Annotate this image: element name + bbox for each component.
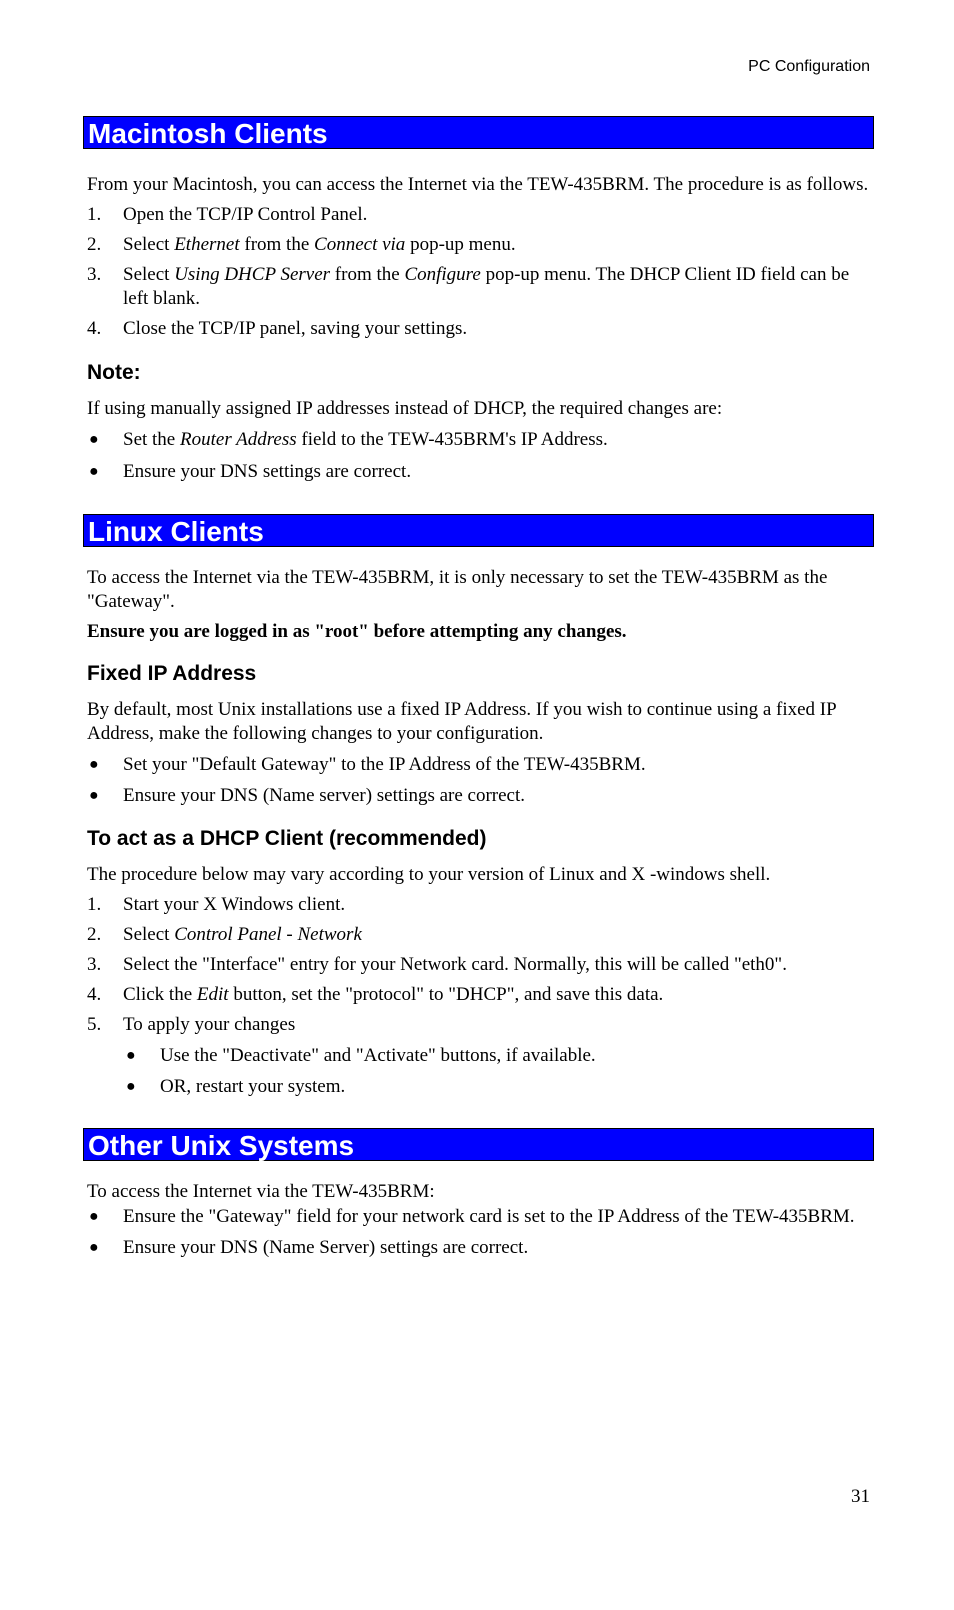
list-item: ● Set your "Default Gateway" to the IP Address of the TEW-435BRM.: [89, 754, 646, 775]
bullet-icon: ●: [89, 787, 99, 804]
section-heading-linux: Linux Clients: [83, 514, 874, 547]
bullet-icon: ●: [89, 1208, 99, 1225]
bullet-icon: ●: [89, 1239, 99, 1256]
fixed-ip-bullets: [87, 753, 874, 808]
fixed-ip-heading: Fixed IP Address: [87, 662, 257, 685]
bullet-icon: ●: [89, 431, 99, 448]
list-item: 1. Open the TCP/IP Control Panel.: [87, 204, 368, 225]
list-item: 2. Select Control Panel - Network: [87, 924, 362, 945]
dhcp-text: The procedure below may vary according to your version of Linux and X -windows shell.: [87, 864, 771, 885]
dhcp-heading: To act as a DHCP Client (recommended): [87, 827, 487, 850]
note-text: If using manually assigned IP addresses instead of DHCP, the required changes are:: [87, 398, 723, 419]
list-item: 1. Start your X Windows client.: [87, 894, 346, 915]
list-item: ● Ensure your DNS settings are correct.: [89, 461, 412, 482]
mac-intro: From your Macintosh, you can access the Internet via the TEW-435BRM. The procedure is as follows.: [87, 174, 869, 195]
list-item: ● Ensure the "Gateway" field for your network card is set to the IP Address of the TEW-435BRM.: [89, 1206, 855, 1227]
list-item: 2. Select Ethernet from the Connect via pop-up menu.: [87, 234, 516, 255]
linux-warning: Ensure you are logged in as "root" before attempting any changes.: [87, 621, 627, 642]
fixed-ip-text: By default, most Unix installations use a fixed IP Address. If you wish to continue using a fixed IP Address, make the following changes to your configuration.: [87, 699, 836, 744]
list-item: 5. To apply your changes: [87, 1014, 296, 1035]
bullet-icon: ●: [126, 1078, 136, 1095]
dhcp-sub-bullets: [87, 1044, 874, 1099]
note-bullets: [87, 428, 874, 484]
section-heading-macintosh: Macintosh Clients: [83, 116, 874, 149]
linux-intro: To access the Internet via the TEW-435BRM, it is only necessary to set the TEW-435BRM as the "Gateway".: [87, 567, 828, 612]
section-heading-unix: Other Unix Systems: [83, 1128, 874, 1161]
page-content: [87, 116, 874, 1260]
bullet-icon: ●: [126, 1047, 136, 1064]
dhcp-steps-list: [87, 893, 874, 1037]
list-item: ● Use the "Deactivate" and "Activate" buttons, if available.: [126, 1045, 596, 1066]
bullet-icon: ●: [89, 756, 99, 773]
list-item: 3. Select the "Interface" entry for your Network card. Normally, this will be called "eth0".: [87, 954, 787, 975]
list-item: 3. Select Using DHCP Server from the Configure pop-up menu. The DHCP Client ID field can be left blank.: [87, 264, 850, 309]
list-item: ● Ensure your DNS (Name Server) settings are correct.: [89, 1237, 529, 1258]
bullet-icon: ●: [89, 463, 99, 480]
list-item: 4. Close the TCP/IP panel, saving your settings.: [87, 318, 468, 339]
unix-bullets: [87, 1205, 874, 1260]
unix-intro: To access the Internet via the TEW-435BRM:: [87, 1181, 435, 1202]
list-item: ● OR, restart your system.: [126, 1076, 346, 1097]
list-item: 4. Click the Edit button, set the "protocol" to "DHCP", and save this data.: [87, 984, 664, 1005]
list-item: ● Set the Router Address field to the TEW-435BRM's IP Address.: [89, 429, 608, 450]
list-item: ● Ensure your DNS (Name server) settings are correct.: [89, 785, 526, 806]
page-number: 31: [851, 1486, 870, 1507]
note-heading: Note:: [87, 361, 141, 384]
mac-steps-list: [87, 203, 874, 341]
running-head: PC Configuration: [748, 58, 870, 75]
